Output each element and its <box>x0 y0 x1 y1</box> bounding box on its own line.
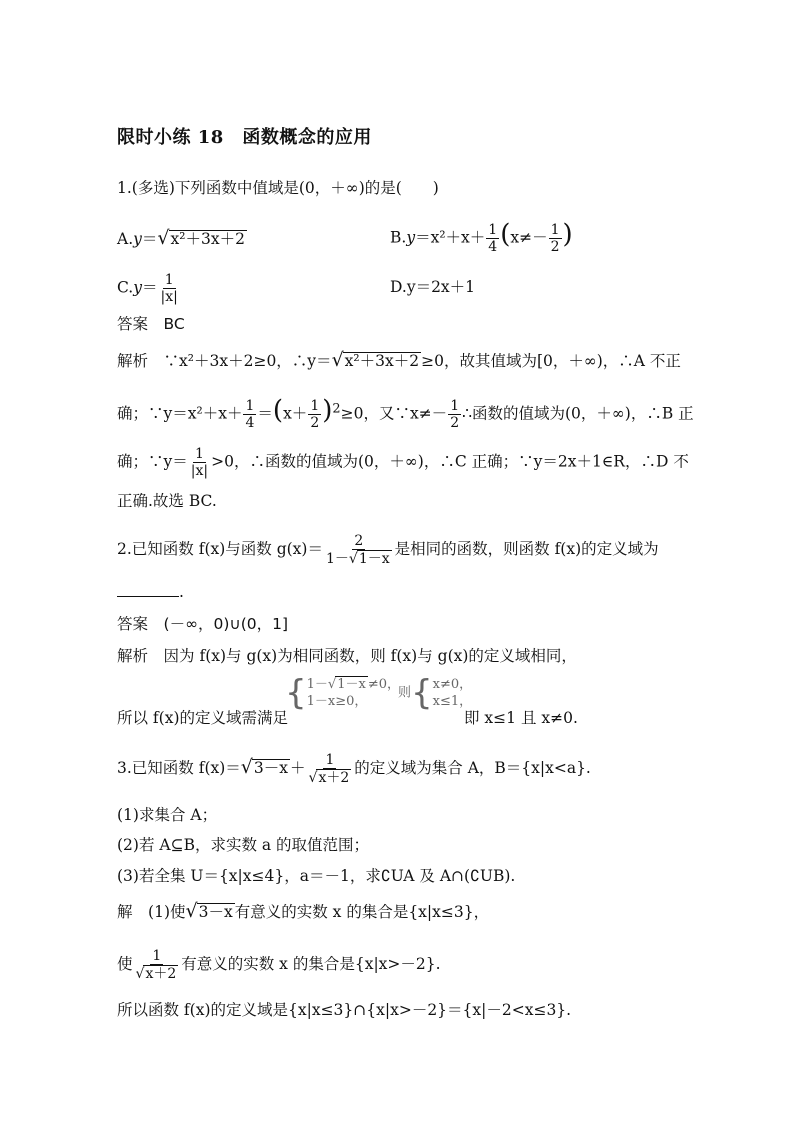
q1-option-c: C.y＝ $\frac{1}{|x|}$ <box>117 272 178 305</box>
q3-part-2: (2)若 A⊆B，求实数 a 的取值范围； <box>117 836 370 854</box>
q3-part-1: (1)求集合 A； <box>117 806 218 824</box>
q2-blank: . <box>117 582 184 602</box>
q1-option-d: D.y＝2x＋1 <box>390 278 476 296</box>
q2-stem: 2.已知函数 f(x)与函数 g(x)＝ $\frac{2}{1-√1-x}$ 是相同的函数，则函数 f(x)的定义域为 <box>117 533 659 567</box>
q2-inequality-system-2: 则{ x≠0， x≤1， <box>398 673 473 713</box>
q2-answer: 答案 (－∞，0)∪(0，1] <box>117 615 289 633</box>
q1-solution-line4: 正确.故选 BC. <box>117 492 217 510</box>
q1-answer: 答案 BC <box>117 315 185 333</box>
q3-part-3: (3)若全集 U＝{x|x≤4}，a＝－1，求∁UA 及 A∩(∁UB). <box>117 867 516 885</box>
q3-stem: 3.已知函数 f(x)＝√3－x ＋ $\frac{1}{√x+2}$ 的定义域为集合 A，B＝{x|x<a}. <box>117 752 591 786</box>
q1-option-a: A.y＝√x²＋3x＋2 <box>117 227 245 249</box>
q1-solution-line3: 确；∵y＝ $\frac{1}{|x|}$ >0，∴函数的值域为(0，＋∞)，∴C 正确；∵y＝2x＋1∈R，∴D 不 <box>117 446 689 479</box>
q1-solution-line2: 确；∵y＝x²＋x＋ $\frac{1}{4}$ ＝(x＋ $\frac{1}{2}$ )$^2$≥0，又∵x≠－ $\frac{1}{2}$ ∴函数的值域为(0，＋∞)，∴B 正 <box>117 395 694 431</box>
q3-solution-line1: 解 (1)使√3－x 有意义的实数 x 的集合是{x|x≤3}， <box>117 900 490 922</box>
q1-solution-line1: 解析 ∵x²＋3x＋2≥0，∴y＝√x²＋3x＋2 ≥0，故其值域为[0，＋∞)，∴A 不正 <box>117 349 681 371</box>
q3-solution-line3: 所以函数 f(x)的定义域是{x|x≤3}∩{x|x>－2}＝{x|－2<x≤3}. <box>117 1001 572 1019</box>
q2-inequality-system-1: { 1－√1－x ≠0， 1－x≥0， <box>285 673 400 713</box>
q2-solution-prefix: 所以 f(x)的定义域需满足 <box>117 709 289 727</box>
page-title: 限时小练 18 函数概念的应用 <box>117 127 372 148</box>
q1-stem: 1.(多选)下列函数中值域是(0，＋∞)的是( ) <box>117 179 439 197</box>
q2-solution-conclusion: 即 x≤1 且 x≠0. <box>464 709 578 727</box>
q2-solution-line1: 解析 因为 f(x)与 g(x)为相同函数，则 f(x)与 g(x)的定义域相同， <box>117 647 577 665</box>
q1-option-b: B.y＝x²＋x＋ $\frac{1}{4}$ (x≠－ $\frac{1}{2}$ ) <box>390 219 573 255</box>
q3-solution-line2: 使 $\frac{1}{√x+2}$ 有意义的实数 x 的集合是{x|x>－2}. <box>117 948 441 982</box>
